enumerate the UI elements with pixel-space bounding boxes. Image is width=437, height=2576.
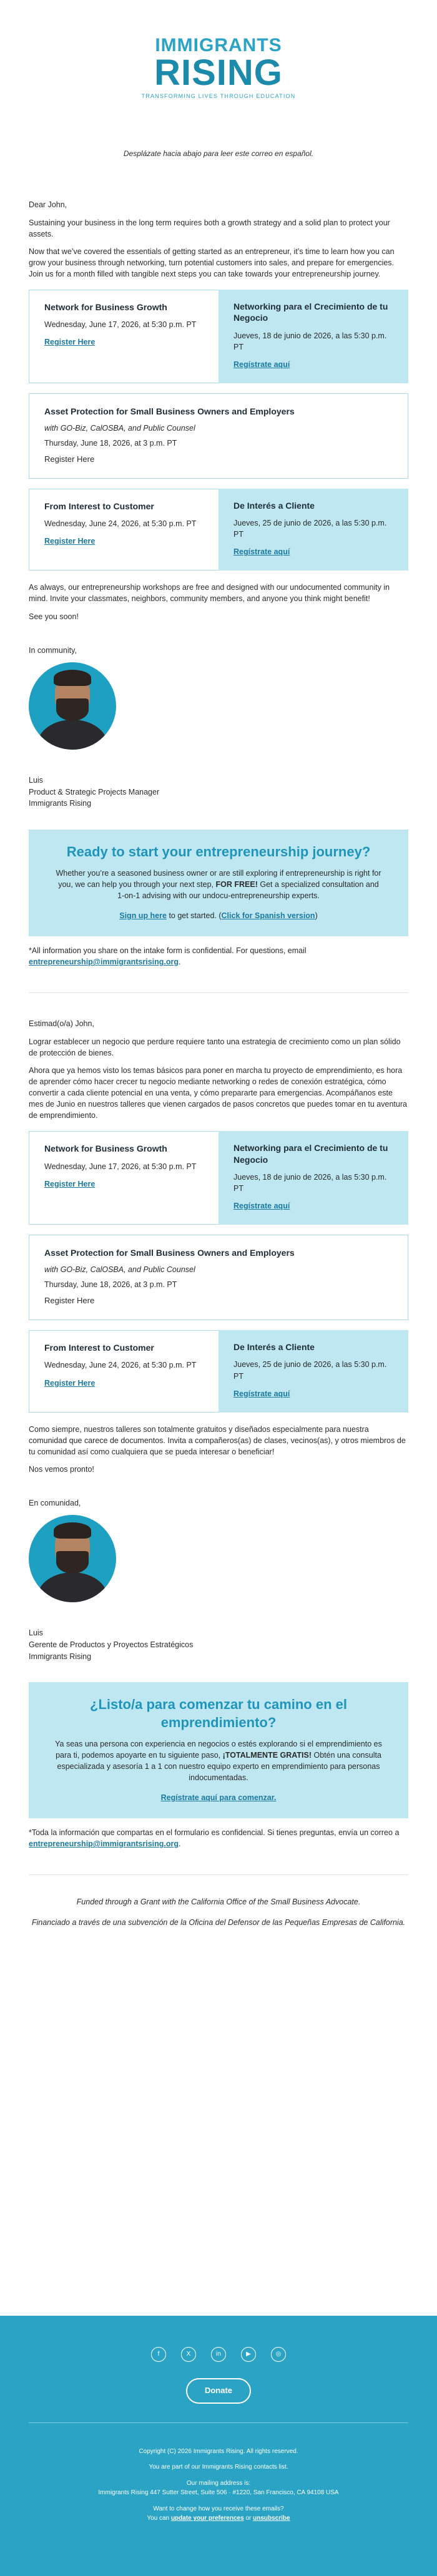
youtube-icon[interactable]: ▶ [241, 2347, 256, 2362]
sig-org: Immigrants Rising [29, 799, 92, 808]
logo-tagline: TRANSFORMING LIVES THROUGH EDUCATION [141, 93, 296, 99]
cta-body: Ya seas una persona con experiencia en negocios o estés explorando si el emprendimiento es para ti, podemos apoyarte en tu siguiente paso, ¡TOTALMENTE GRATIS! Obtén una consulta especializada y asesoría 1 a 1 con nuestro equipo experto en emprendimiento para personas indocumentadas. [55, 1739, 382, 1782]
greeting-es: Estimad(o/a) John, [29, 1019, 94, 1029]
event-card-customer-en [29, 489, 219, 571]
sign-up-link[interactable]: Sign up here [119, 911, 167, 920]
intro-es-1: Lograr establecer un negocio que perdure requiere tanto una estrategia de crecimiento como un plan sólido de protección de bienes. [29, 1037, 401, 1057]
event-title: De Interés a Cliente [233, 501, 315, 511]
sig-name: Luis [29, 1628, 43, 1638]
signature-en [29, 775, 408, 810]
footer [0, 2316, 437, 2576]
cta-box-es [29, 1682, 408, 1818]
donate-button[interactable]: Donate [186, 2378, 251, 2404]
update-preferences-link[interactable]: update your preferences [170, 2515, 244, 2522]
unsubscribe-link[interactable]: unsubscribe [253, 2515, 290, 2522]
event-card-network-en [29, 1131, 219, 1224]
intro-en-2: Now that we’ve covered the essentials of getting started as an entrepreneur, it’s time to learn how you can grow your business through networking, turn potential customers into sales, and prepare for emergencies. Join us for a month filled with tangible next steps you can take towards your entrepreneurship journey. [29, 247, 395, 279]
event-date: Wednesday, June 24, 2026, at 5:30 p.m. PT [44, 1361, 197, 1370]
intro-es-2: Ahora que ya hemos visto los temas básicos para poner en marcha tu proyecto de emprendimiento, es hora de aprender cómo hacer crecer tu negocio mediante networking o redes de conexión estratégica, cómo convertir a cada cliente potencial en una venta, y cómo prepararte para emergencias. Acompáñanos este mes de Junio en nuestros talleres que vienen cargados de pasos concretos que puedes tomar en tu aventura de emprendimiento. [29, 1065, 407, 1120]
event-title: Network for Business Growth [44, 302, 167, 313]
closing-text-es: Como siempre, nuestros talleres son totalmente gratuitos y diseñados especialmente para nuestra comunidad que carece de documentos. Invita a compañeros(as) de clases, vecinos(as), y otros miembros de tu comunidad así como cualquiera que se pueda interesar o beneficiar! [29, 1424, 406, 1456]
funded-es: Financiado a través de una subvención de la Oficina del Defensor de las Pequeñas Empresas de California. [31, 1917, 406, 1927]
list-note: You are part of our Immigrants Rising contacts list. [149, 2464, 288, 2471]
register-link[interactable]: Register Here [44, 338, 96, 347]
social-links [0, 2316, 437, 2362]
intro-en-1: Sustaining your business in the long term requires both a growth strategy and a solid plan to protect your assets. [29, 218, 390, 238]
sign-in-es: En comunidad, [29, 1499, 81, 1508]
footer-text [0, 2447, 437, 2524]
avatar [29, 662, 116, 750]
event-title: Asset Protection for Small Business Owners and Employers [44, 406, 295, 416]
cta-title: Ready to start your entrepreneurship journey? [66, 844, 371, 860]
greeting-en: Dear John, [29, 200, 67, 210]
event-date: Thursday, June 18, 2026, at 3 p.m. PT [44, 1280, 177, 1290]
sig-title: Product & Strategic Projects Manager [29, 787, 160, 796]
funded-en: Funded through a Grant with the California Office of the Small Business Advocate. [76, 1898, 361, 1907]
event-card-customer-es [219, 1330, 408, 1412]
event-row-network [29, 290, 408, 383]
confidential-note-es: *Toda la información que compartas en el formulario es confidencial. Si tienes preguntas, envía un correo a entrepreneurship@immigrantsrising.org. [29, 1828, 400, 1849]
avatar [29, 1515, 116, 1602]
cta-title: ¿Listo/a para comenzar tu camino en el emprendimiento? [90, 1697, 347, 1730]
cta-body: Whether you’re a seasoned business owner or are still exploring if entrepreneurship is right for you, we can help you through your next step, FOR FREE! Get a specialized consultation and 1-on-1 advising with our undocu-entrepreneurship experts. [56, 868, 381, 900]
cta-links: Sign up here to get started. (Click for Spanish version) [119, 911, 318, 920]
event-row-customer-es [29, 1330, 408, 1412]
event-title: De Interés a Cliente [233, 1342, 315, 1353]
event-title: Networking para el Crecimiento de tu Negocio [233, 1143, 388, 1165]
see-you-en: See you soon! [29, 612, 79, 621]
sign-up-link[interactable]: Regístrate aquí para comenzar. [160, 1793, 277, 1803]
sign-in-en: In community, [29, 645, 77, 655]
scroll-note: Desplázate hacia abajo para leer este correo en español. [123, 149, 314, 158]
logo-main-text: RISING [154, 52, 283, 93]
event-date: Wednesday, June 17, 2026, at 5:30 p.m. PT [44, 320, 197, 330]
event-title: Network for Business Growth [44, 1144, 167, 1154]
event-card-customer-en [29, 1330, 219, 1412]
mailing-address: Our mailing address is: Immigrants Rising 447 Sutter Street, Suite 506 · #1220, San Francisco, CA 94108 USA [98, 2479, 339, 2497]
immigrants-rising-logo[interactable] [0, 0, 437, 111]
register-link[interactable]: Register Here [44, 454, 95, 464]
event-row-customer [29, 489, 408, 571]
register-link[interactable]: Regístrate aquí [233, 1389, 290, 1398]
email-link[interactable]: entrepreneurship@immigrantsrising.org [29, 1839, 179, 1849]
sig-name: Luis [29, 775, 43, 785]
event-title: From Interest to Customer [44, 1343, 154, 1353]
event-row-network-es [29, 1131, 408, 1224]
linkedin-icon[interactable]: in [211, 2347, 226, 2362]
footer-divider [29, 2422, 408, 2423]
register-link[interactable]: Regístrate aquí [233, 1202, 290, 1210]
event-date: Thursday, June 18, 2026, at 3 p.m. PT [44, 439, 177, 448]
event-date: Wednesday, June 24, 2026, at 5:30 p.m. PT [44, 519, 197, 529]
sig-title: Gerente de Productos y Proyectos Estratégicos [29, 1640, 194, 1649]
confidential-note-en: *All information you share on the intake form is confidential. For questions, email entrepreneurship@immigrantsrising.org. [29, 946, 307, 967]
register-link[interactable]: Register Here [44, 1378, 96, 1388]
event-card-customer-es [219, 489, 408, 571]
sig-org: Immigrants Rising [29, 1652, 92, 1661]
event-card-asset-protection [29, 393, 408, 479]
cta-box-en [29, 830, 408, 936]
event-partners: with GO-Biz, CalOSBA, and Public Counsel [44, 1265, 195, 1275]
logo-top-text: IMMIGRANTS [155, 35, 282, 56]
closing-text-en: As always, our entrepreneurship workshops are free and designed with our undocumented community in mind. Invite your classmates, neighbors, community members, and anyone you think might benefit! [29, 583, 390, 604]
event-card-network-en [29, 290, 219, 383]
event-card-network-es [219, 1131, 408, 1224]
register-link[interactable]: Regístrate aquí [233, 360, 290, 369]
facebook-icon[interactable]: f [151, 2347, 166, 2362]
event-title: Asset Protection for Small Business Owners and Employers [44, 1247, 295, 1258]
event-date: Wednesday, June 17, 2026, at 5:30 p.m. PT [44, 1162, 197, 1171]
event-card-network-es [219, 290, 408, 383]
event-card-asset-protection [29, 1235, 408, 1320]
register-link[interactable]: Register Here [44, 1179, 96, 1188]
preferences-note: Want to change how you receive these emails? You can update your preferences or unsubscribe [147, 2505, 290, 2522]
register-link[interactable]: Regístrate aquí [233, 547, 290, 557]
x-icon[interactable]: X [181, 2347, 196, 2362]
event-title: From Interest to Customer [44, 501, 154, 511]
cta-links [54, 1792, 383, 1803]
event-date: Jueves, 18 de junio de 2026, a las 5:30 p.m. PT [233, 331, 387, 351]
event-date: Jueves, 25 de junio de 2026, a las 5:30 p.m. PT [233, 1360, 387, 1381]
copyright: Copyright (C) 2026 Immigrants Rising. All rights reserved. [139, 2447, 298, 2455]
event-date: Jueves, 18 de junio de 2026, a las 5:30 p.m. PT [233, 1172, 387, 1193]
signature-es [29, 1627, 408, 1662]
email-link[interactable]: entrepreneurship@immigrantsrising.org [29, 957, 179, 967]
instagram-icon[interactable]: ◎ [271, 2347, 286, 2362]
event-title: Networking para el Crecimiento de tu Negocio [233, 301, 388, 323]
spanish-version-link[interactable]: Click for Spanish version [221, 911, 315, 920]
event-date: Jueves, 25 de junio de 2026, a las 5:30 p.m. PT [233, 519, 387, 539]
funding-note [29, 1874, 408, 1927]
register-link[interactable]: Register Here [44, 537, 96, 546]
event-partners: with GO-Biz, CalOSBA, and Public Counsel [44, 423, 195, 433]
section-divider [29, 992, 408, 993]
register-link[interactable]: Register Here [44, 1296, 95, 1306]
see-you-es: Nos vemos pronto! [29, 1464, 94, 1474]
